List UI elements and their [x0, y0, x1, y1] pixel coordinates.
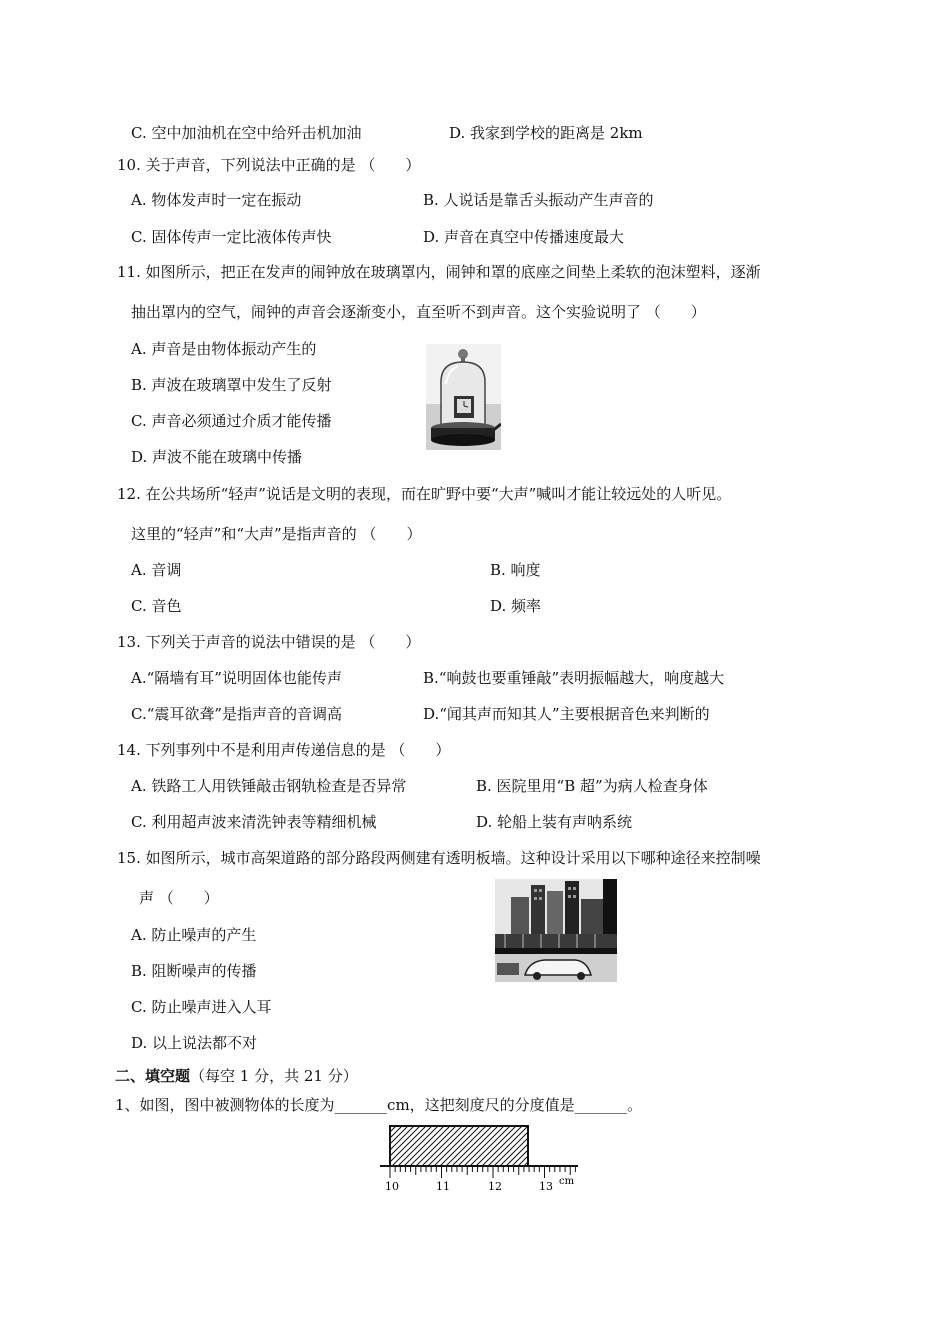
q12-option-a: A. 音调: [131, 561, 182, 579]
q10-option-b: B. 人说话是靠舌头振动产生声音的: [423, 191, 654, 209]
ruler-ticks: [390, 1166, 575, 1178]
q13-option-c: C.“震耳欲聋”是指声音的音调高: [131, 705, 343, 723]
q13-stem: 13. 下列关于声音的说法中错误的是 （ ）: [117, 633, 421, 651]
ruler-label-13: 13: [539, 1180, 553, 1193]
ruler-unit: cm: [559, 1176, 575, 1187]
q15-stem-line2: 声 （ ）: [139, 889, 219, 907]
q14-option-b: B. 医院里用“B 超”为病人检查身体: [476, 777, 708, 795]
q15-option-c: C. 防止噪声进入人耳: [131, 998, 272, 1016]
q11-stem-line2: 抽出罩内的空气，闹钟的声音会逐渐变小，直至听不到声音。这个实验说明了 （ ）: [131, 303, 706, 321]
q13-option-a: A.“隔墙有耳”说明固体也能传声: [131, 669, 342, 687]
section-title: 二、填空题: [115, 1067, 191, 1085]
ruler-label-11: 11: [436, 1180, 450, 1193]
q9-option-d: D. 我家到学校的距离是 2km: [449, 124, 643, 142]
q12-option-d: D. 频率: [490, 597, 542, 615]
q15-stem-line1: 15. 如图所示，城市高架道路的部分路段两侧建有透明板墙。这种设计采用以下哪种途径来控制噪: [117, 849, 761, 867]
q14-stem: 14. 下列事列中不是利用声传递信息的是 （ ）: [117, 741, 451, 759]
q15-option-d: D. 以上说法都不对: [131, 1034, 258, 1052]
q15-option-b: B. 阻断噪声的传播: [131, 962, 257, 980]
q10-option-a: A. 物体发声时一定在振动: [131, 191, 302, 209]
q14-option-a: A. 铁路工人用铁锤敲击钢轨检查是否异常: [131, 777, 407, 795]
q9-option-c: C. 空中加油机在空中给歼击机加油: [131, 124, 362, 142]
section-fill-in-heading: [115, 1066, 358, 1086]
q10-option-d: D. 声音在真空中传播速度最大: [423, 228, 625, 246]
q11-option-b: B. 声波在玻璃罩中发生了反射: [131, 376, 332, 394]
q10-option-c: C. 固体传声一定比液体传声快: [131, 228, 332, 246]
q14-option-c: C. 利用超声波来清洗钟表等精细机械: [131, 813, 377, 831]
ruler-label-12: 12: [488, 1180, 502, 1193]
ruler-measurement-figure: [378, 1124, 584, 1196]
q12-option-b: B. 响度: [490, 561, 541, 579]
q11-stem-line1: 11. 如图所示，把正在发声的闹钟放在玻璃罩内，闹钟和罩的底座之间垫上柔软的泡沫塑料，逐渐: [117, 263, 761, 281]
q13-option-b: B.“响鼓也要重锤敲”表明振幅越大，响度越大: [423, 669, 725, 687]
q13-option-d: D.“闻其声而知其人”主要根据音色来判断的: [423, 705, 710, 723]
q12-stem-line2: 这里的“轻声”和“大声”是指声音的 （ ）: [131, 525, 422, 543]
q11-option-d: D. 声波不能在玻璃中传播: [131, 448, 303, 466]
q11-option-a: A. 声音是由物体振动产生的: [131, 340, 317, 358]
q14-option-d: D. 轮船上装有声呐系统: [476, 813, 633, 831]
q15-option-a: A. 防止噪声的产生: [131, 926, 257, 944]
ruler-label-10: 10: [385, 1180, 399, 1193]
elevated-road-noise-barrier-figure: [495, 879, 617, 982]
q12-option-c: C. 音色: [131, 597, 182, 615]
q11-option-c: C. 声音必须通过介质才能传播: [131, 412, 332, 430]
section-score-note: （每空 1 分，共 21 分）: [190, 1067, 358, 1085]
q10-stem: 10. 关于声音，下列说法中正确的是 （ ）: [117, 156, 421, 174]
fill1-question: 1、如图，图中被测物体的长度为_______cm，这把刻度尺的分度值是_______。: [115, 1096, 643, 1114]
q12-stem-line1: 12. 在公共场所“轻声”说话是文明的表现，而在旷野中要“大声”喊叫才能让较远处的人听见。: [117, 485, 732, 503]
bell-jar-alarm-clock-figure: [426, 344, 501, 450]
